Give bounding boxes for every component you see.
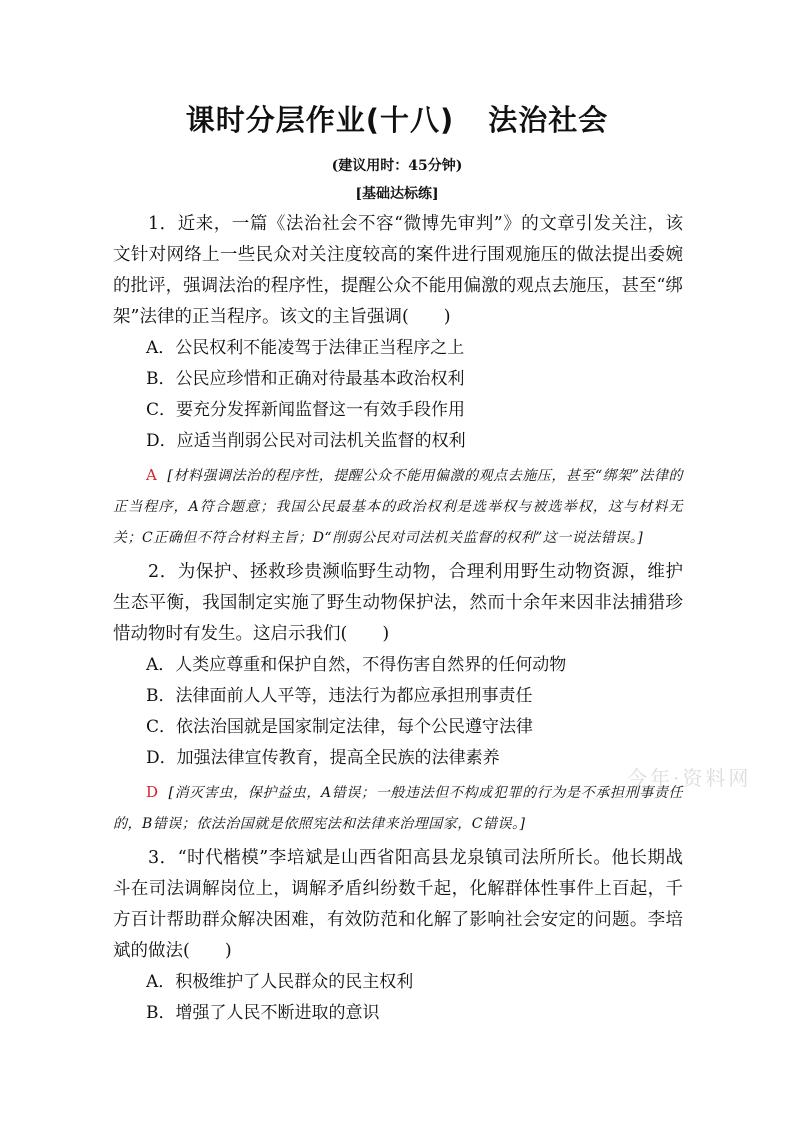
answer-letter: D bbox=[146, 783, 159, 801]
option-a: A．公民权利不能凌驾于法律正当程序之上 bbox=[146, 338, 465, 358]
option-c: C．依法治国就是国家制定法律，每个公民遵守法律 bbox=[146, 717, 534, 737]
question-list bbox=[113, 209, 683, 1029]
question-2 bbox=[113, 557, 683, 840]
explanation-text: [材料强调法治的程序性，提醒公众不能用偏激的观点去施压，甚至“绑架”法律的正当程序，A符合题意；我国公民最基本的政治权利是选举权与被选举权，这与材料无关；C正确但不符合材料主旨；D“削弱公民对司法机关监督的权利”这一说法错误。] bbox=[113, 468, 683, 546]
option-b: B．法律面前人人平等，违法行为都应承担刑事责任 bbox=[146, 686, 533, 706]
watermark: 今年·资料网 bbox=[627, 766, 752, 790]
question-1 bbox=[113, 209, 683, 554]
answer-letter: A bbox=[146, 466, 158, 484]
option-a: A．积极维护了人民群众的民主权利 bbox=[146, 972, 414, 992]
option-a: A．人类应尊重和保护自然，不得伤害自然界的任何动物 bbox=[146, 655, 567, 675]
suggested-time: (建议用时：45分钟) bbox=[331, 158, 463, 174]
section-heading: [基础达标练] bbox=[355, 186, 439, 202]
question-stem: 2．为保护、拯救珍贵濒临野生动物，合理利用野生动物资源，维护生态平衡，我国制定实施了野生动物保护法，然而十余年来因非法捕猎珍惜动物时有发生。这启示我们( ) bbox=[113, 562, 683, 644]
title-main: 课时分层作业(十八) bbox=[185, 103, 455, 137]
option-c: C．要充分发挥新闻监督这一有效手段作用 bbox=[146, 400, 466, 420]
question-stem: 1．近来，一篇《法治社会不容“微博先审判”》的文章引发关注，该文针对网络上一些民众对关注度较高的案件进行围观施压的做法提出委婉的批评，强调法治的程序性，提醒公众不能用偏激的观点去施压，甚至“绑架”法律的正当程序。该文的主旨强调( ) bbox=[113, 214, 683, 327]
page-title bbox=[0, 98, 794, 139]
question-stem: 3．“时代楷模”李培斌是山西省阳高县龙泉镇司法所所长。他长期战斗在司法调解岗位上，调解矛盾纠纷数千起，化解群体性事件上百起，千方百计帮助群众解决困难，有效防范和化解了影响社会安定的问题。李培斌的做法( ) bbox=[113, 848, 683, 961]
title-sub: 法治社会 bbox=[488, 103, 609, 137]
option-b: B．增强了人民不断进取的意识 bbox=[146, 1003, 380, 1023]
question-3 bbox=[113, 843, 683, 1029]
explanation-text: [消灭害虫，保护益虫，A错误；一般违法但不构成犯罪的行为是不承担刑事责任的，B错误；依法治国就是依照宪法和法律来治理国家，C错误。] bbox=[113, 785, 683, 832]
answer-explanation bbox=[113, 460, 683, 554]
answer-explanation bbox=[113, 777, 683, 840]
option-d: D．应适当削弱公民对司法机关监督的权利 bbox=[146, 431, 466, 451]
option-d: D．加强法律宣传教育，提高全民族的法律素养 bbox=[146, 748, 500, 768]
option-b: B．公民应珍惜和正确对待最基本政治权利 bbox=[146, 369, 465, 389]
